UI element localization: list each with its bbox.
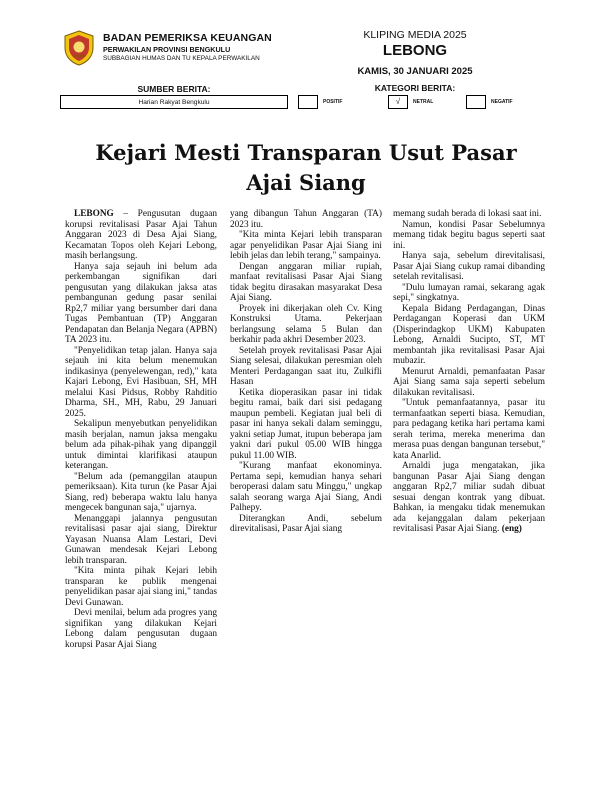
article-paragraph: Namun, kondisi Pasar Sebelumnya memang tidak begitu bagus seperti saat ini.: [393, 219, 545, 251]
article-paragraph: Arnaldi juga mengatakan, jika bangunan Pasar Ajai Siang dengan anggaran Rp2,7 miliar sudah dibuat sesuai dengan kontrak yang dibuat. Bahkan, ia mengaku tidak menemukan ada kejanggalan dalam pekerjaan revitalisasi Pasar Ajai Siang. (eng): [393, 461, 545, 534]
article-paragraph: "Kurang manfaat ekonominya. Pertama sepi, kemudian hanya sehari beroperasi dalam satu Minggu," ungkap salah seorang warga Ajai Siang, Andi Palhepy.: [230, 461, 382, 513]
article-paragraph: Setelah proyek revitalisasi Pasar Ajai Siang selesai, dilakukan peresmian oleh Menteri Perdagangan saat itu, Zulkifli Hasan: [230, 345, 382, 387]
article-paragraph: LEBONG – Pengusutan dugaan korupsi revitalisasi Pasar Ajai Tahun Anggaran 2023 di Desa Ajai Siang, Kecamatan Topos oleh Kejari Lebong, masih berlangsung.: [65, 209, 217, 261]
dateline: LEBONG: [74, 209, 114, 219]
article-column-2: [230, 209, 382, 535]
article-paragraph: "Untuk pemanfaatannya, pasar itu termanfaatkan seperti biasa. Kemudian, para pedagang ketika hari pertama kami serah terima, mereka menerima dan merasa puas dengan bangunan tersebut," kata Anarlid.: [393, 398, 545, 461]
negatif-checkbox[interactable]: [466, 95, 486, 109]
article-paragraph: yang dibangun Tahun Anggaran (TA) 2023 itu.: [230, 209, 382, 230]
date-label: KAMIS, 30 JANUARI 2025: [357, 66, 473, 77]
org-name: BADAN PEMERIKSA KEUANGAN: [103, 32, 272, 44]
netral-label: NETRAL: [413, 99, 434, 105]
article-paragraph: Hanya saja, sebelum direvitalisasi, Pasar Ajai Siang cukup ramai dibanding setelah revitalisasi.: [393, 251, 545, 282]
article-paragraph: Proyek ini dikerjakan oleh Cv. King Konstruksi Utama. Pekerjaan berlangsung selama 5 Bulan dan berkahir pada akhri Desember 2023.: [230, 303, 382, 345]
article-paragraph: Devi menilai, belum ada progres yang signifikan yang dilakukan Kejari Lebong dalam pengusutan dugaan korupsi Pasar Ajai Siang: [65, 608, 217, 650]
article-column-3: [393, 209, 545, 535]
article-paragraph: "Belum ada (pemanggilan ataupun pemeriksaan). Kita turun (ke Pasar Ajai Siang, red) beberapa waktu lalu hanya mengecek bangunan saja," ujarnya.: [65, 471, 217, 513]
netral-checkbox[interactable]: √: [388, 95, 408, 109]
source-label: SUMBER BERITA:: [137, 84, 211, 94]
article-paragraph: memang sudah berada di lokasi saat ini.: [393, 209, 542, 219]
article-paragraph: Ketika dioperasikan pasar ini tidak begitu ramai, baik dari sisi pedagang maupun pembeli. Kegiatan jual beli di pasar ini hanya sekali dalam seminggu, yakni setiap Jumat, itupun beberapa jam yakni dari pukul 05.00 WIB hingga pukul 11.00 WIB.: [230, 387, 382, 461]
article-paragraph: Dengan anggaran miliar rupiah, manfaat revitalisasi Pasar Ajai Siang tidak begitu dirasakan masyarakat Desa Ajai Siang.: [230, 261, 382, 303]
bpk-logo-icon: [62, 30, 96, 66]
article-paragraph: Hanya saja sejauh ini belum ada perkembangan signifikan dari pengusutan yang dilakukan jaksa atas pembangunan gedung pasar senilai Rp2,7 miliar yang bersumber dari dana Tugas Pembantuan (TP) Anggaran Pendapatan dan Belanja Negara (APBN) TA 2023 itu.: [65, 261, 217, 345]
article-paragraph: "Penyelidikan tetap jalan. Hanya saja sejauh ini kita belum menemukan indikasinya (penyelewengan, red)," kata Kajari Lebong, Evi Hasibuan, SH, MH melalui Kasi Pidsus, Robby Rahditio Dharma, SH., MH, Rabu, 29 Januari 2025.: [65, 345, 217, 419]
category-label: KATEGORI BERITA:: [374, 83, 456, 93]
byline: (eng): [501, 524, 522, 534]
positif-label: POSITIF: [323, 99, 343, 105]
negatif-label: NEGATIF: [491, 99, 513, 105]
article-paragraph: Menanggapi jalannya pengusutan revitalisasi pasar ajai siang, Direktur Yayasan Nuansa Alam Lestari, Devi Gunawan mendesak Kejari Lebong lebih transparan.: [65, 513, 217, 566]
article-title: Kejari Mesti Transparan Usut Pasar Ajai Siang: [95, 140, 517, 195]
org-division: SUBBAGIAN HUMAS DAN TU KEPALA PERWAKILAN: [103, 55, 260, 62]
article-paragraph: Sekalipun menyebutkan penyelidikan masih berjalan, namun jaksa mengaku belum ada pihak-pihak yang dipanggil untuk dimintai klarifikasi ataupun keterangan.: [65, 419, 217, 471]
kliping-label: KLIPING MEDIA 2025: [363, 29, 467, 41]
article-paragraph: Menurut Arnaldi, pemanfaatan Pasar Ajai Siang sama saja seperti sebelum dilakukan revitalisasi.: [393, 366, 545, 398]
positif-checkbox[interactable]: [298, 95, 318, 109]
article-paragraph: "Kita minta Kejari lebih transparan agar penyelidikan Pasar Ajai Siang ini lebih jelas dan lebih terang," sampainya.: [230, 230, 382, 261]
article-paragraph: "Kita minta pihak Kejari lebih transparan ke publik mengenai penyelidikan pasar ajai siang ini," tandas Devi Gunawan.: [65, 566, 217, 608]
article-paragraph: Kepala Bidang Perdagangan, Dinas Perdagangan Koperasi dan UKM (Disperindagkop UKM) Kabupaten Lebong, Arnaldi Sucipto, ST, MT membantah jika revitalisasi Pasar Ajai mubazir.: [393, 303, 545, 366]
article-column-1: [65, 209, 217, 650]
article-paragraph: "Dulu lumayan ramai, sekarang agak sepi," singkatnya.: [393, 282, 545, 303]
org-subtitle: PERWAKILAN PROVINSI BENGKULU: [103, 45, 231, 54]
region-label: LEBONG: [382, 42, 448, 59]
article-paragraph: Diterangkan Andi, sebelum direvitalisasi, Pasar Ajai siang: [230, 513, 382, 534]
source-field: Harian Rakyat Bengkulu: [60, 95, 288, 109]
